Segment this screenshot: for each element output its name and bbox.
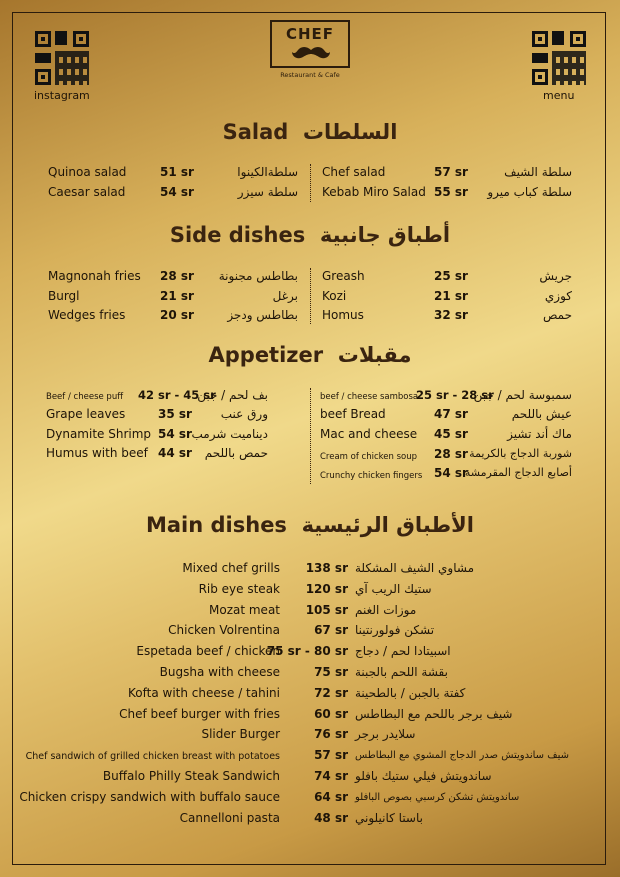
menu-label: menu (543, 89, 575, 102)
appetizer-item-arabic: ديناميت شرمب (191, 427, 268, 441)
main-item-price: 75 sr - 80 sr (266, 644, 348, 658)
appetizer-item-arabic: سمبوسة لحم / جبن (473, 388, 572, 402)
appetizer-item-price: 28 sr (434, 447, 468, 461)
chef-logo (270, 20, 350, 68)
appetizer-item-price: 42 sr - 45 sr (138, 388, 216, 402)
appetizer-item-price: 45 sr (434, 427, 468, 441)
appetizer-item-arabic: أصابع الدجاج المقرمشة (464, 466, 572, 479)
side-item-name: Burgl (48, 289, 80, 303)
side-item-price: 25 sr (434, 269, 468, 283)
side-item-arabic: حمص (542, 308, 572, 322)
main-item-price: 138 sr (305, 561, 348, 575)
main-item-price: 57 sr (314, 748, 348, 762)
salad-item-arabic: سلطة الشيف (504, 165, 572, 179)
main-item-arabic: بقشة اللحم بالجبنة (355, 665, 448, 679)
main-item-name: Buffalo Philly Steak Sandwich (102, 769, 280, 783)
salad-title-ar: السلطات (302, 120, 398, 144)
instagram-qr-code[interactable] (35, 31, 89, 85)
salad-item-name: Quinoa salad (48, 165, 127, 179)
appetizer-item-name: Cream of chicken soup (320, 452, 418, 462)
side-item-name: Greash (322, 269, 365, 283)
appetizer-item-price: 25 sr - 28 sr (416, 388, 494, 402)
salad-item-name: Caesar salad (48, 185, 126, 199)
sides-title-ar: أطباق جانبية (319, 223, 451, 247)
appetizer-item-arabic: شوربة الدجاج بالكريمة (469, 447, 572, 460)
main-item-arabic: ستيك الريب آي (355, 582, 432, 596)
salad-item-name: Kebab Miro Salad (322, 185, 426, 199)
main-item-name: Chef beef burger with fries (119, 707, 280, 721)
main-item-arabic: موزات الغنم (355, 603, 417, 617)
appetizer-item-arabic: ماك أند تشيز (507, 427, 572, 441)
salad-item-price: 57 sr (434, 165, 468, 179)
appetizer-item-arabic: ورق عنب (220, 407, 268, 421)
appetizer-divider (310, 388, 311, 484)
main-item-arabic: باستا كانيلوني (355, 811, 423, 825)
main-item-arabic: ساندويتش تشكن كرسبي بصوص البافلو (355, 792, 520, 803)
logo-name: CHEF (285, 25, 335, 43)
appetizer-title-ar: مقبلات (337, 343, 412, 367)
main-item-name: Espetada beef / chicken (136, 644, 280, 658)
appetizer-item-arabic: عيش باللحم (511, 407, 572, 421)
salad-item-name: Chef salad (322, 165, 386, 179)
side-item-arabic: برغل (272, 289, 298, 303)
sides-divider (310, 268, 311, 324)
salad-item-price: 55 sr (434, 185, 468, 199)
appetizer-item-name: Dynamite Shrimp (46, 427, 152, 441)
side-item-price: 28 sr (160, 269, 194, 283)
salad-item-arabic: سلطة كباب ميرو (487, 185, 572, 199)
sides-heading (0, 223, 620, 247)
side-item-name: Magnonah fries (48, 269, 141, 283)
salad-divider (310, 164, 311, 202)
appetizer-title-en: Appetizer (208, 343, 324, 367)
appetizer-item-name: Crunchy chicken fingers (320, 471, 423, 481)
appetizer-item-price: 47 sr (434, 407, 468, 421)
appetizer-item-name: Humus with beef (46, 446, 148, 460)
main-item-arabic: شيف برجر باللحم مع البطاطس (355, 707, 513, 721)
appetizer-item-arabic: بف لحم / جبن (197, 388, 268, 402)
salad-item-arabic: سلطة سيزر (237, 185, 298, 199)
main-title-en: Main dishes (145, 513, 287, 537)
main-item-price: 105 sr (305, 603, 348, 617)
main-item-price: 64 sr (314, 790, 348, 804)
appetizer-item-name: Beef / cheese puff (46, 392, 124, 402)
main-item-price: 75 sr (314, 665, 348, 679)
main-item-name: Chef sandwich of grilled chicken breast with potatoes (25, 751, 280, 762)
logo-subtitle: Restaurant & Cafe (280, 71, 340, 79)
sides-title-en: Side dishes (169, 223, 306, 247)
main-item-arabic: ساندويتش فيلي ستيك بافلو (355, 769, 492, 783)
side-item-arabic: جريش (539, 269, 572, 283)
main-heading (0, 513, 620, 537)
side-item-name: Wedges fries (48, 308, 126, 322)
main-item-name: Slider Burger (201, 727, 280, 741)
salad-item-price: 54 sr (160, 185, 194, 199)
main-item-name: Mozat meat (209, 603, 280, 617)
main-item-name: Chicken crispy sandwich with buffalo sauce (19, 790, 280, 804)
main-item-name: Chicken Volrentina (168, 623, 280, 637)
side-item-name: Homus (322, 308, 364, 322)
appetizer-item-price: 35 sr (158, 407, 192, 421)
main-item-price: 67 sr (314, 623, 348, 637)
appetizer-item-name: Mac and cheese (320, 427, 418, 441)
salad-item-price: 51 sr (160, 165, 194, 179)
main-item-price: 76 sr (314, 727, 348, 741)
main-item-arabic: مشاوي الشيف المشكلة (355, 561, 475, 575)
appetizer-item-price: 54 sr (434, 466, 468, 480)
main-item-price: 74 sr (314, 769, 348, 783)
appetizer-heading (0, 343, 620, 367)
main-item-price: 72 sr (314, 686, 348, 700)
side-item-arabic: بطاطس مجنونة (218, 269, 298, 283)
instagram-label: instagram (34, 89, 90, 102)
main-item-name: Mixed chef grills (182, 561, 280, 575)
side-item-price: 20 sr (160, 308, 194, 322)
mustache-icon (291, 44, 331, 62)
main-item-price: 60 sr (314, 707, 348, 721)
appetizer-item-name: Grape leaves (46, 407, 126, 421)
main-item-price: 120 sr (305, 582, 348, 596)
salad-item-arabic: سلطةالكينوا (237, 165, 298, 179)
main-item-name: Kofta with cheese / tahini (128, 686, 280, 700)
main-item-arabic: اسبيتادا لحم / دجاج (355, 644, 451, 658)
main-item-name: Cannelloni pasta (179, 811, 280, 825)
main-item-name: Rib eye steak (198, 582, 280, 596)
side-item-price: 21 sr (160, 289, 194, 303)
main-item-price: 48 sr (314, 811, 348, 825)
main-item-name: Bugsha with cheese (159, 665, 280, 679)
side-item-arabic: كوزي (544, 289, 572, 303)
salad-title-en: Salad (222, 120, 289, 144)
main-item-arabic: تشكن فولورنتينا (355, 623, 435, 637)
side-item-price: 21 sr (434, 289, 468, 303)
appetizer-item-name: beef Bread (320, 407, 386, 421)
main-item-arabic: شيف ساندويتش صدر الدجاج المشوي مع البطاطس (355, 750, 569, 761)
menu-qr-code[interactable] (532, 31, 586, 85)
appetizer-item-price: 54 sr (158, 427, 192, 441)
salad-heading (0, 120, 620, 144)
appetizer-item-name: beef / cheese sambosa (320, 392, 419, 402)
main-title-ar: الأطباق الرئيسية (301, 513, 475, 537)
side-item-name: Kozi (322, 289, 347, 303)
main-item-arabic: سلايدر برجر (355, 727, 416, 741)
appetizer-item-price: 44 sr (158, 446, 192, 460)
main-item-arabic: كفتة بالجبن / بالطحينة (355, 686, 466, 700)
side-item-arabic: بطاطس ودجز (227, 308, 298, 322)
side-item-price: 32 sr (434, 308, 468, 322)
appetizer-item-arabic: حمص باللحم (204, 446, 268, 460)
